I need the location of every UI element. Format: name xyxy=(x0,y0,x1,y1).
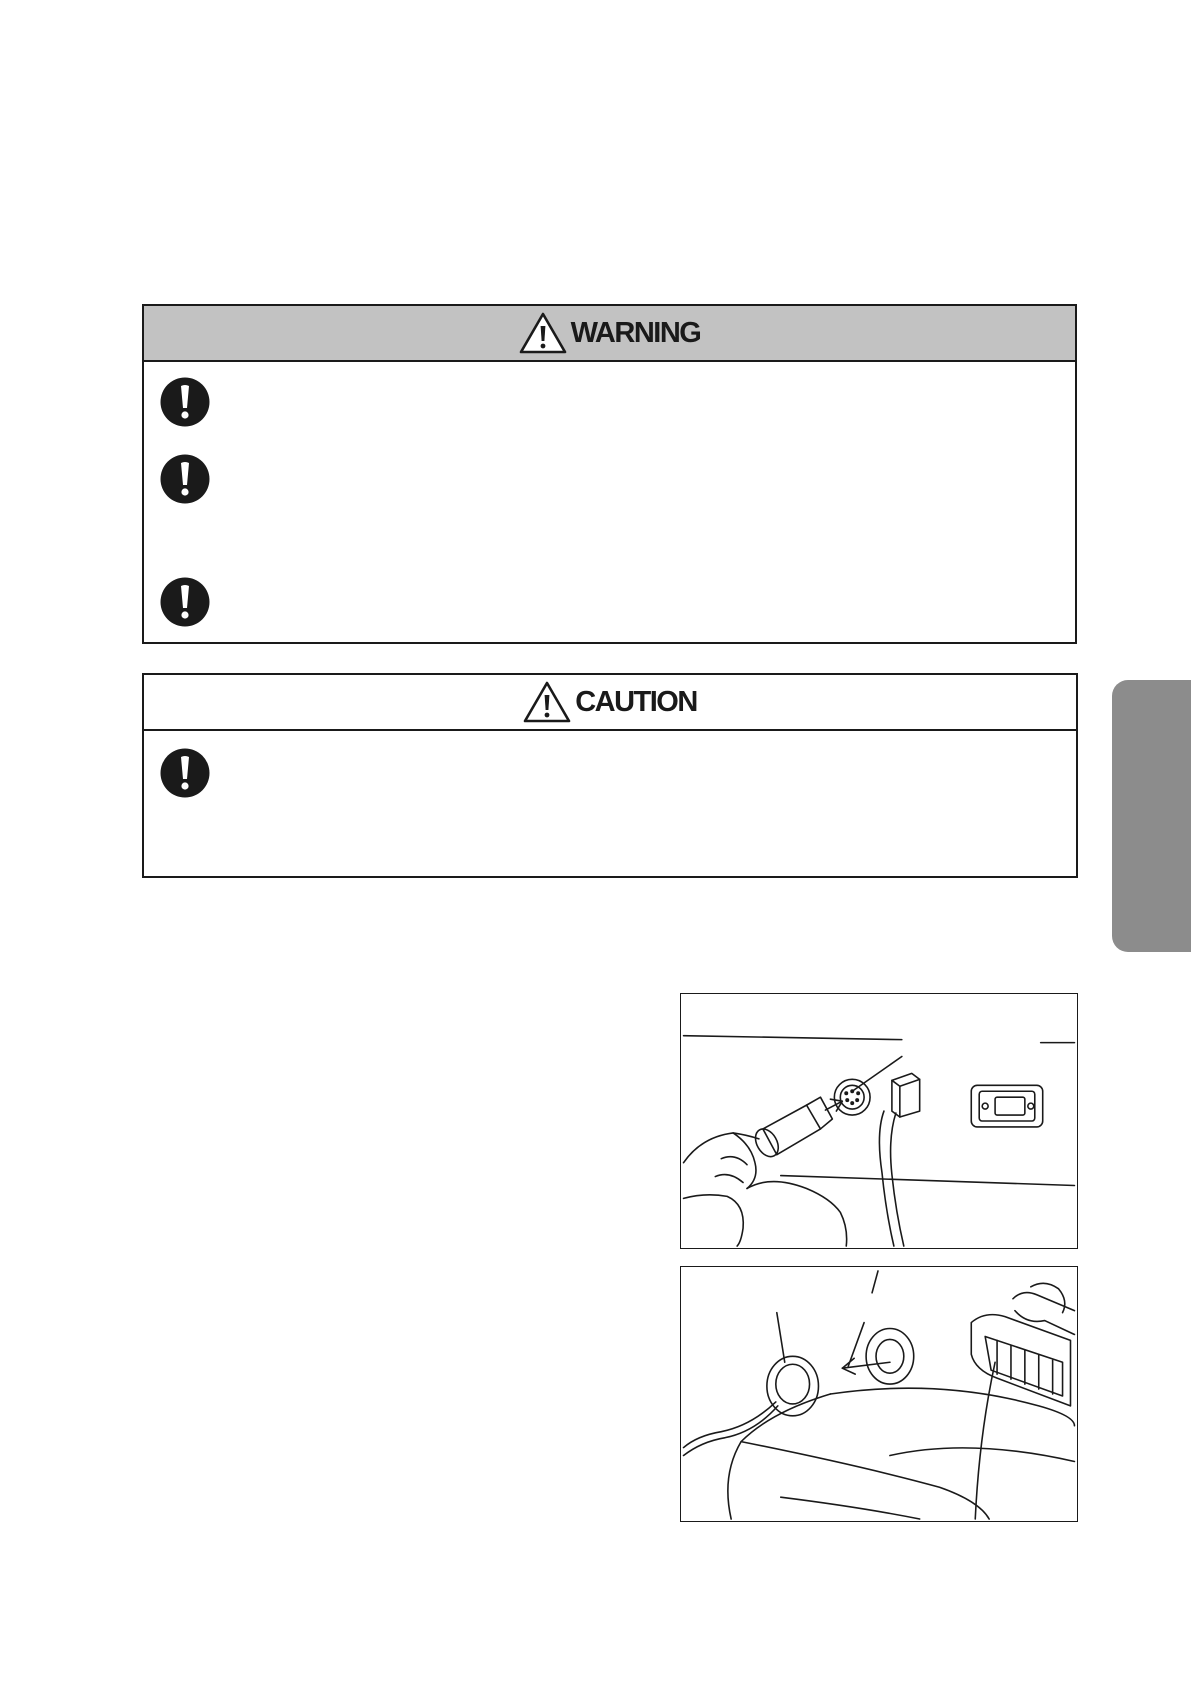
warning-title: WARNING xyxy=(570,316,701,349)
caution-header xyxy=(144,675,1076,731)
plug-removal-drawing xyxy=(681,1267,1077,1521)
mandatory-action-icon xyxy=(160,748,210,798)
plug-connection-drawing xyxy=(681,994,1077,1248)
illustration-connect-plug xyxy=(680,993,1078,1249)
illustration-remove-plug xyxy=(680,1266,1078,1522)
warning-box xyxy=(142,304,1077,644)
hazard-triangle-icon xyxy=(523,681,571,723)
hazard-triangle-icon xyxy=(519,312,567,354)
warning-header xyxy=(144,306,1075,362)
mandatory-action-icon xyxy=(160,454,210,504)
caution-title: CAUTION xyxy=(575,685,697,718)
mandatory-action-icon xyxy=(160,577,210,627)
mandatory-action-icon xyxy=(160,377,210,427)
caution-box xyxy=(142,673,1078,878)
chapter-side-tab xyxy=(1112,680,1191,952)
